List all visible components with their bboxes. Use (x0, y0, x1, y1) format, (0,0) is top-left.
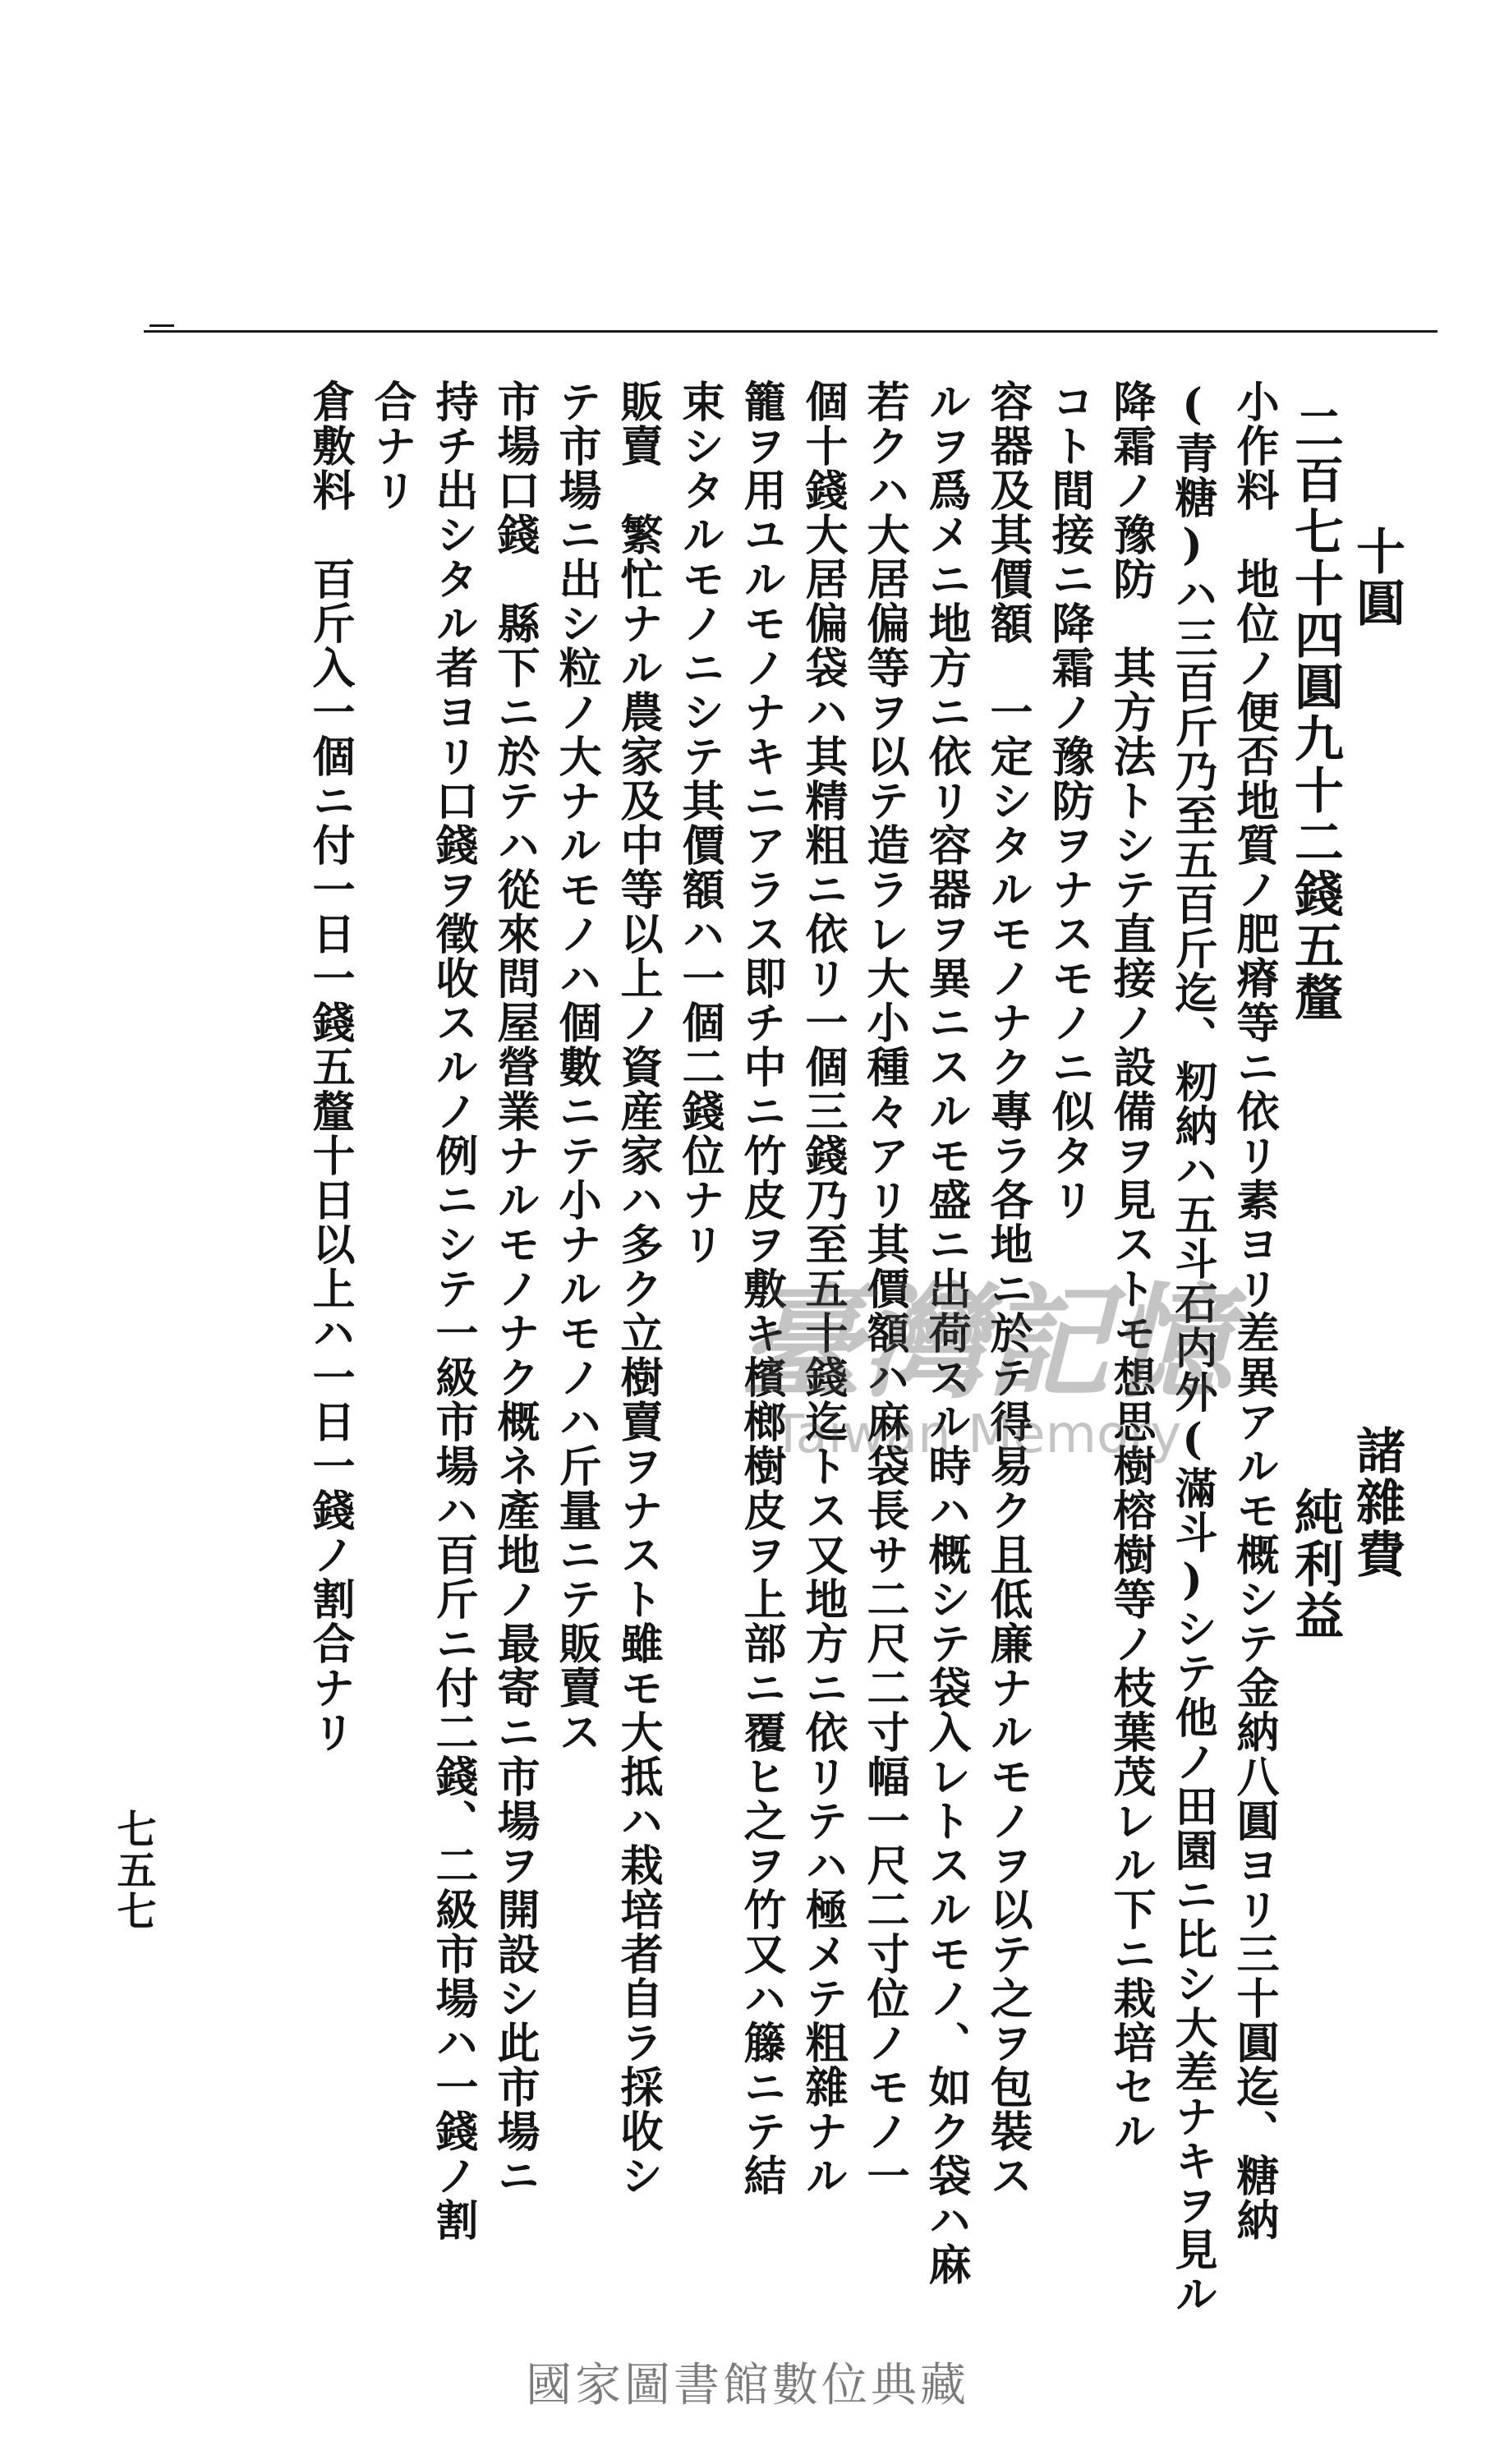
watermark-chinese: 臺灣記憶 (739, 1271, 1233, 1415)
text-column-4: (青糖)ハ三百斤乃至五百斤迄、籾納ハ五斗石内外(滿斗)シテ他ノ田園ニ比シ大差ナキヲ見ル (1167, 379, 1217, 2316)
text-column-15: 市場口錢 縣下ニ於テハ從來問屋營業ナルモノナク概ネ產地ノ最寄ニ市場ヲ開設シ此市場ニ (490, 379, 540, 2198)
text-column-14: テ市場ニ出シ粒ノ大ナルモノハ個數ニテ小ナルモノハ斤量ニテ販賣ス (551, 379, 601, 1754)
text-column-16: 持チ出シタル者ヨリ口錢ヲ徵收スルノ例ニシテ一級市場ハ百斤ニ付二錢、二級市場ハ一錢ノ割 (428, 379, 478, 2242)
text-column-3: 小作料 地位ノ便否地質ノ肥瘠等ニ依リ素ヨリ差異アルモ概シテ金納八圓ヨリ三十圓迄、糖納 (1229, 379, 1279, 2242)
text-column-9: 若クハ大居偏等ヲ以テ造ラレ大小種々アリ其價額ハ麻袋長サ二尺二寸幅一尺二寸位ノモノ一 (859, 379, 909, 2198)
archive-footer: 國家圖書館數位典藏 (526, 2359, 969, 2412)
text-column-5: 降霜ノ豫防 其方法トシテ直接ノ設備ヲ見ストモ想思樹榕樹等ノ枝葉茂レル下ニ栽培セル (1106, 379, 1156, 2154)
text-column-18: 倉敷料 百斤入一個ニ付一日一錢五釐十日以上ハ一日一錢ノ割合ナリ (305, 379, 355, 1754)
heading-net-profit: 純利益 (1286, 1487, 1344, 1642)
text-column-12: 束シタルモノニシテ其價額ハ一個二錢位ナリ (674, 379, 724, 1266)
text-column-13: 販賣 繁忙ナル農家及中等以上ノ資産家ハ多ク立樹賣ヲナスト雖モ大抵ハ栽培者自ラ採收シ (613, 379, 663, 2198)
watermark-latin: Taiwan Memory (772, 1404, 1182, 1465)
text-column-7: 容器及其價額 一定シタルモノナク專ラ各地ニ於テ得易ク且低廉ナルモノヲ以テ之ヲ包裝ス (982, 379, 1033, 2198)
text-column-17: 合ナリ (366, 379, 416, 513)
header-rule (144, 330, 1438, 333)
text-column-6: コト間接ニ降霜ノ豫防ヲナスモノニ似タリ (1044, 379, 1094, 1222)
text-column-2: 二百七十四圓九十二錢五釐 (1286, 402, 1344, 1023)
text-column-10: 個十錢大居偏袋ハ其精粗ニ依リ一個三錢乃至五十錢迄トス又地方ニ依リテハ極メテ粗雜ナル (798, 379, 848, 2198)
text-column-8: ルヲ爲メニ地方ニ依リ容器ヲ異ニスルモ盛ニ出荷スル時ハ概シテ袋入レトスルモノ、如ク袋ハ麻 (921, 379, 971, 2287)
page-number: 七五七 (110, 1809, 156, 1932)
header-rule-mark (150, 324, 174, 327)
text-column-11: 籠ヲ用ユルモノナキニアラス即チ中ニ竹皮ヲ敷キ檳榔樹皮ヲ上部ニ覆ヒ之ヲ竹又ハ籐ニテ結 (736, 379, 786, 2198)
heading-misc-expenses: 諸雜費 (1348, 1425, 1405, 1580)
text-column-1: 十圓 (1348, 526, 1405, 629)
